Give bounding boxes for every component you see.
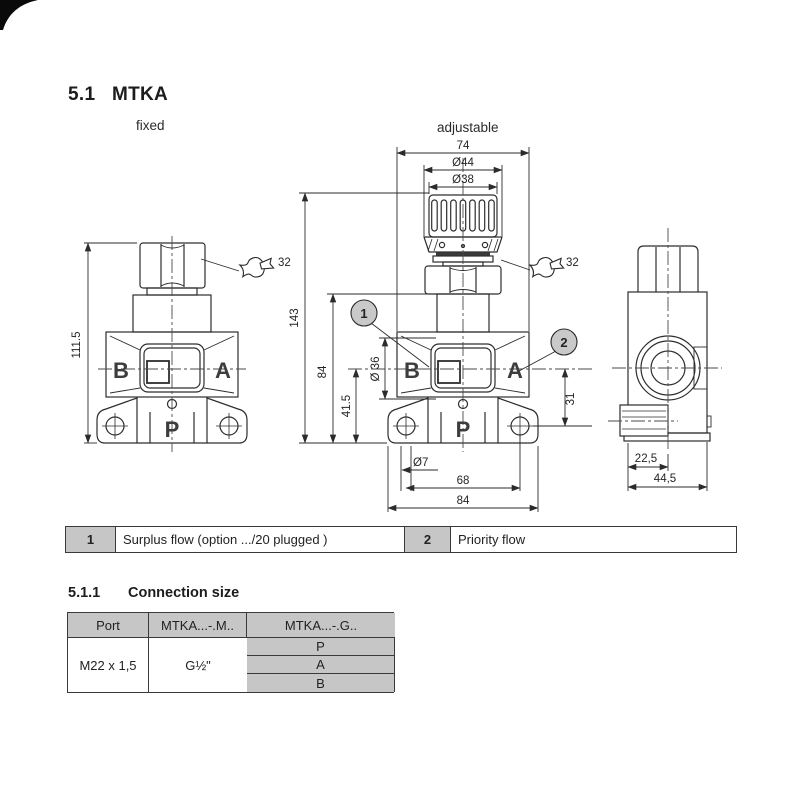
label-fixed-variant: fixed [136, 118, 165, 133]
dim-label-center-height: 41.5 [341, 394, 353, 418]
adjustable-port-a-label: A [507, 358, 523, 383]
adjustable-port-b-label: B [404, 358, 420, 383]
dim-label-hole-spacing: 68 [456, 475, 470, 487]
fixed-port-b-label: B [113, 358, 129, 383]
port-row-p: P [247, 638, 395, 656]
value-metric-thread: M22 x 1,5 [68, 638, 149, 692]
wrench-callout-fixed [201, 254, 275, 281]
dim-label-port-offset: 22,5 [634, 453, 658, 465]
adjustable-dimensions [299, 147, 592, 512]
fixed-port-a-label: A [215, 358, 231, 383]
legend-text-1: Surplus flow (option .../20 plugged ) [116, 527, 405, 552]
dim-label-fixed-wrench-size: 32 [278, 257, 291, 269]
dim-label-top-width: 74 [456, 140, 470, 152]
side-view [608, 228, 722, 452]
port-row-a: A [247, 656, 395, 674]
subsection-number: 5.1.1 [68, 585, 101, 601]
value-g-thread: G½" [185, 657, 211, 673]
section-title: MTKA [112, 84, 169, 105]
dim-label-bore: Ø 36 [370, 356, 382, 382]
col-header-g-thread: MTKA...-.G.. [247, 613, 395, 638]
callout-2 [519, 329, 577, 371]
fixed-port-p-label: P [164, 417, 180, 442]
dim-label-knob-outer: Ø44 [452, 157, 474, 169]
dim-label-body-height: 84 [317, 365, 329, 379]
port-row-b: B [247, 674, 395, 692]
callout-1-number: 1 [360, 306, 368, 321]
label-adjustable-variant: adjustable [437, 120, 499, 135]
section-number: 5.1 [68, 84, 96, 105]
wrench-icon [529, 254, 565, 281]
dim-label-body-width: 84 [456, 495, 470, 507]
subsection-title: Connection size [128, 585, 240, 601]
callout-2-number: 2 [560, 335, 568, 350]
dim-label-depth: 44,5 [653, 473, 677, 485]
dim-label-port-height: 31 [565, 392, 577, 406]
wrench-callout-adjustable [501, 254, 565, 281]
dim-label-hole-dia: Ø7 [413, 457, 429, 469]
wrench-icon [239, 254, 275, 281]
adjustable-valve-view [348, 158, 592, 452]
legend-text-2: Priority flow [458, 532, 526, 547]
dim-label-knob-knurl: Ø38 [452, 174, 474, 186]
adjustable-port-p-label: P [455, 417, 471, 442]
legend-table [65, 526, 737, 553]
col-header-port: Port [68, 613, 149, 638]
scan-corner-mark [0, 0, 38, 30]
dim-label-fixed-height: 111.5 [71, 331, 83, 359]
legend-key-1: 1 [66, 527, 116, 552]
connection-size-table [67, 612, 394, 693]
dim-label-adjustable-wrench-size: 32 [566, 257, 579, 269]
col-header-metric: MTKA...-.M.. [149, 613, 247, 638]
dim-label-total-height: 143 [289, 308, 301, 328]
legend-key-2: 2 [405, 527, 451, 552]
